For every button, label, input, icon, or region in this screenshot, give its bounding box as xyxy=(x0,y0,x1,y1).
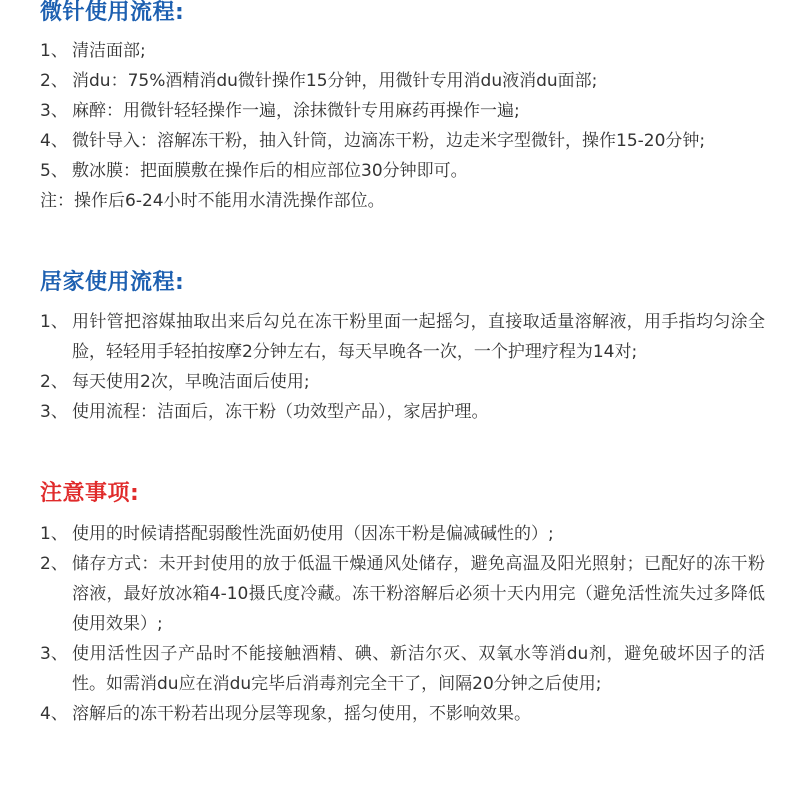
home-steps-list xyxy=(40,307,765,427)
list-item xyxy=(40,126,765,156)
precautions-section xyxy=(40,479,765,729)
home-usage-heading: 居家使用流程: xyxy=(40,270,185,295)
list-item xyxy=(40,699,765,729)
item-number: 3、 xyxy=(40,402,68,422)
item-text: 使用流程：洁面后，冻干粉（功效型产品），家居护理。 xyxy=(72,402,489,422)
list-item xyxy=(40,96,765,126)
item-number: 2、 xyxy=(40,71,68,91)
precautions-heading: 注意事项: xyxy=(40,481,140,506)
item-text: 储存方式：未开封使用的放于低温干燥通风处储存，避免高温及阳光照射；已配好的冻干粉溶液，最好放冰箱4-10摄氏度冷藏。冻干粉溶解后必须十天内用完（避免活性流失过多降低使用效果）; xyxy=(72,554,765,634)
item-text: 麻醉：用微针轻轻操作一遍，涂抹微针专用麻药再操作一遍; xyxy=(72,101,520,121)
item-number: 4、 xyxy=(40,131,68,151)
list-item xyxy=(40,639,765,699)
item-number: 1、 xyxy=(40,524,68,544)
microneedle-usage-heading: 微针使用流程: xyxy=(40,0,185,25)
list-item xyxy=(40,156,765,186)
microneedle-usage-section xyxy=(40,0,765,216)
item-text: 每天使用2次，早晚洁面后使用; xyxy=(72,372,310,392)
item-number: 2、 xyxy=(40,554,68,574)
item-number: 3、 xyxy=(40,101,68,121)
item-text: 敷冰膜：把面膜敷在操作后的相应部位30分钟即可。 xyxy=(72,161,468,181)
item-text: 微针导入：溶解冻干粉，抽入针筒，边滴冻干粉，边走米字型微针，操作15-20分钟; xyxy=(72,131,706,151)
item-number: 4、 xyxy=(40,704,68,724)
item-number: 1、 xyxy=(40,312,68,332)
item-number: 3、 xyxy=(40,644,68,664)
item-text: 消du：75%酒精消du微针操作15分钟，用微针专用消du液消du面部; xyxy=(72,71,598,91)
microneedle-steps-list xyxy=(40,36,765,186)
list-item xyxy=(40,66,765,96)
home-usage-section xyxy=(40,268,765,427)
item-number: 5、 xyxy=(40,161,68,181)
list-item xyxy=(40,36,765,66)
microneedle-note: 注：操作后6-24小时不能用水清洗操作部位。 xyxy=(40,191,385,211)
item-number: 1、 xyxy=(40,41,68,61)
precautions-list xyxy=(40,519,765,729)
list-item xyxy=(40,549,765,639)
item-text: 清洁面部; xyxy=(72,41,146,61)
item-text: 使用活性因子产品时不能接触酒精、碘、新洁尔灭、双氧水等消du剂，避免破坏因子的活性。如需消du应在消du完毕后消毒剂完全干了，间隔20分钟之后使用; xyxy=(72,644,765,694)
list-item xyxy=(40,519,765,549)
list-item xyxy=(40,367,765,397)
list-item xyxy=(40,397,765,427)
item-text: 使用的时候请搭配弱酸性洗面奶使用（因冻干粉是偏减碱性的）; xyxy=(72,524,554,544)
list-item xyxy=(40,307,765,367)
item-text: 用针管把溶媒抽取出来后勾兑在冻干粉里面一起摇匀，直接取适量溶解液，用手指均匀涂全脸，轻轻用手轻拍按摩2分钟左右，每天早晚各一次，一个护理疗程为14对; xyxy=(72,312,765,362)
item-text: 溶解后的冻干粉若出现分层等现象，摇匀使用，不影响效果。 xyxy=(72,704,531,724)
item-number: 2、 xyxy=(40,372,68,392)
